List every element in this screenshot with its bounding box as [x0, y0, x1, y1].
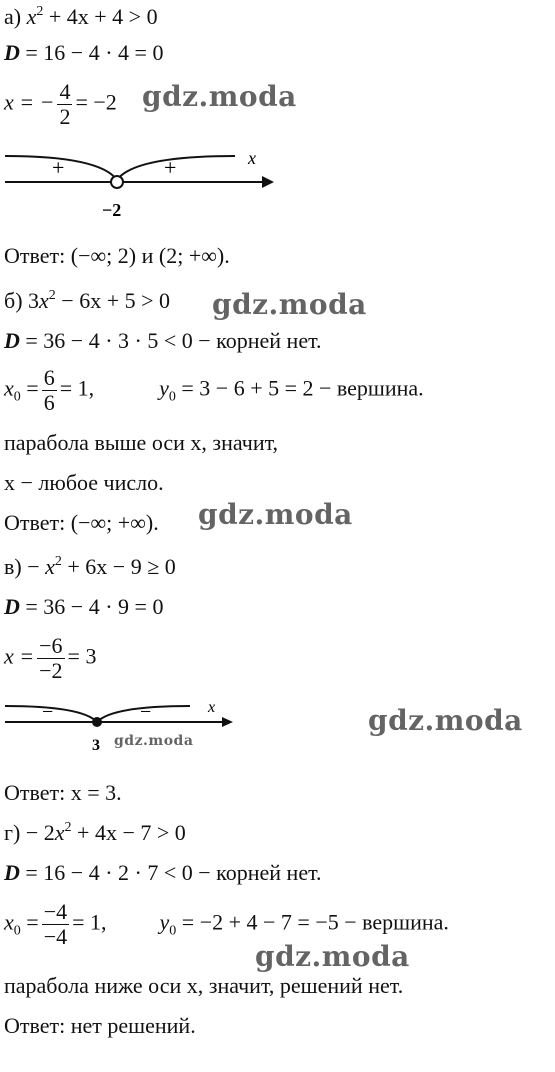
- part-g-answer: Ответ: нет решений.: [4, 1013, 196, 1038]
- part-a-answer: Ответ: (−∞; 2) и (2; +∞).: [4, 243, 230, 268]
- watermark: gdz.moda: [212, 288, 367, 321]
- part-b-line2: x − любое число.: [4, 470, 164, 495]
- part-b-inequality: б) $3x^2 - 6x + 5 > 0$: [4, 288, 171, 313]
- part-b-discriminant: D = 36 − 4 · 3 · 5 < 0 − корней нет.: [4, 328, 322, 353]
- part-g-discriminant: D = 16 − 4 · 2 · 7 < 0 − корней нет.: [4, 860, 322, 885]
- part-a-inequality: а) $x^2 + 4x + 4 > 0$: [4, 4, 158, 29]
- watermark: gdz.moda: [198, 498, 353, 531]
- part-a-root: x = − $\frac{4}{2}$ = −2: [4, 79, 117, 130]
- watermark: gdz.moda: [368, 704, 523, 737]
- part-v-root: x = $\frac{-6}{-2}$ = 3: [4, 633, 97, 684]
- sign-plus-left: +: [52, 155, 65, 180]
- axis-x-label: x: [208, 699, 216, 716]
- part-b-vertex: $x_0$ = $\frac{6}{6}$ = 1, $y_0 = 3 - 6 + 5 = 2$ − вершина.: [4, 365, 424, 416]
- part-v-inequality: $в) - x^2 + 6x - 9 \ge 0$: [4, 554, 176, 579]
- sign-minus-left: −: [42, 701, 54, 723]
- watermark: gdz.moda: [255, 940, 410, 973]
- watermark: gdz.moda: [114, 733, 194, 749]
- point-label: 3: [92, 737, 100, 754]
- sign-plus-right: +: [164, 155, 177, 180]
- watermark: gdz.moda: [142, 80, 297, 113]
- part-g-inequality: $г) - 2x^2 + 4x - 7 > 0$: [4, 820, 186, 845]
- part-g-vertex: $x_0$ = $\frac{-4}{-4}$ = 1, $y_0 = -2 + 4 - 7 = -5$ − вершина.: [4, 899, 449, 950]
- sign-minus-right: −: [140, 701, 152, 723]
- part-v-discriminant: D = 36 − 4 · 9 = 0: [4, 594, 164, 619]
- point-label: −2: [102, 200, 122, 218]
- part-v-answer: Ответ: x = 3.: [4, 780, 122, 805]
- part-g-line1: парабола ниже оси x, значит, решений нет.: [4, 973, 404, 998]
- number-line-a: [0, 148, 280, 218]
- part-b-line1: парабола выше оси x, значит,: [4, 430, 279, 455]
- part-a-discriminant: D = 16 − 4 · 4 = 0: [4, 40, 164, 65]
- part-b-answer: Ответ: (−∞; +∞).: [4, 510, 159, 535]
- axis-x-label: x: [248, 148, 256, 168]
